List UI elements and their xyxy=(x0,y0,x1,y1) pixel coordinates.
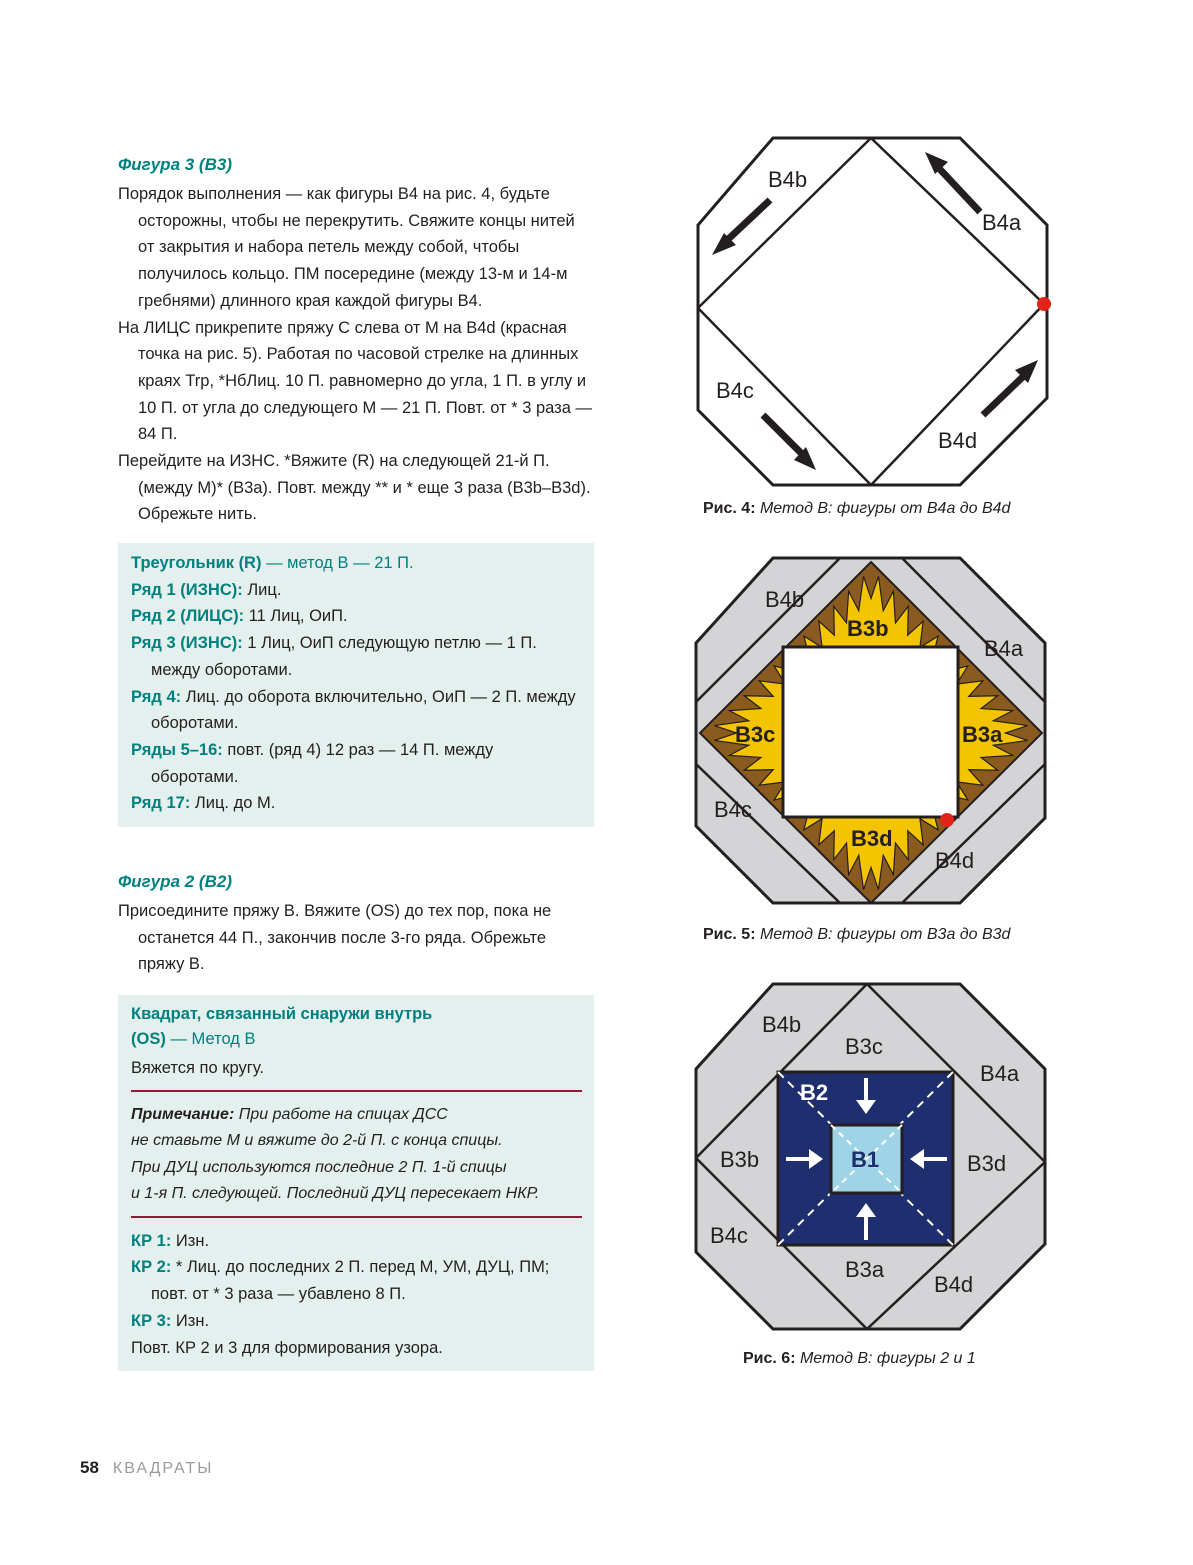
divider xyxy=(131,1090,582,1092)
label-b4d: B4d xyxy=(938,428,978,453)
round-3: КР 3: Изн. xyxy=(131,1311,210,1330)
label-b4b: B4b xyxy=(768,167,808,192)
rows-5-16: Ряды 5–16: повт. (ряд 4) 12 раз — 14 П. между оборотами. xyxy=(131,740,494,786)
row-17: Ряд 17: Лиц. до М. xyxy=(131,794,276,813)
label-b4b: B4b xyxy=(765,587,805,612)
paragraph: Перейдите на ИЗНС. *Вяжите (R) на следующей 21-й П. (между М)* (B3a). Повт. между ** и * еще 3 раза (B3b–B3d). Обрежьте нить. xyxy=(118,452,591,524)
label-b3d: B3d xyxy=(967,1151,1007,1176)
round-2: КР 2: * Лиц. до последних 2 П. перед М, УМ, ДУЦ, ПМ; повт. от * 3 раза — убавлено 8 П. xyxy=(131,1258,550,1304)
row-3: Ряд 3 (ИЗНС): 1 Лиц, ОиП следующую петлю — 1 П. между оборотами. xyxy=(131,634,537,679)
label-b4b: B4b xyxy=(762,1012,802,1037)
note: Примечание: При работе на спицах ДСС не ставьте М и вяжите до 2-й П. с конца спицы. При ДУЦ используются последние 2 П. 1-й спицы и 1-я П. следующей. Последний ДУЦ пересекает НКР. xyxy=(131,1105,540,1203)
row-2: Ряд 2 (ЛИЦС): 11 Лиц, ОиП. xyxy=(131,607,348,626)
label-b3c: B3c xyxy=(845,1034,883,1059)
label-b3b: B3b xyxy=(720,1147,760,1172)
red-dot xyxy=(1037,297,1051,311)
label-b4a: B4a xyxy=(982,210,1022,235)
section-figure2 xyxy=(118,872,594,978)
page-number: 58 xyxy=(80,1458,99,1477)
figure-5-caption: Рис. 5: Метод В: фигуры от B3a до B3d xyxy=(703,926,1011,943)
label-b3a: B3a xyxy=(962,722,1003,747)
triangle-instructions-box xyxy=(118,543,594,827)
label-b1: B1 xyxy=(851,1147,880,1172)
figure-4-diagram xyxy=(690,130,1060,490)
box-intro: Вяжется по кругу. xyxy=(131,1059,264,1077)
repeat-note: Повт. КР 2 и 3 для формирования узора. xyxy=(131,1338,443,1357)
red-dot xyxy=(940,813,954,827)
label-b4d: B4d xyxy=(934,1272,974,1297)
page-footer xyxy=(80,1458,213,1478)
label-b4a: B4a xyxy=(984,636,1024,661)
label-b3b: B3b xyxy=(847,616,889,641)
row-1: Ряд 1 (ИЗНС): Лиц. xyxy=(131,580,282,599)
section-name: КВАДРАТЫ xyxy=(112,1460,214,1477)
figure-6-diagram xyxy=(690,978,1060,1338)
label-b4a: B4a xyxy=(980,1061,1020,1086)
paragraph: Порядок выполнения — как фигуры B4 на рис. 4, будьте осторожны, чтобы не перекрутить. Свяжите концы нитей от закрытия и набора петель между собой, чтобы получилось кольцо. ПМ посередине (между 13-м и 14-м гребнями) длинного края каждой фигуры B4. xyxy=(118,185,575,310)
figure-4-caption: Рис. 4: Метод В: фигуры от B4a до B4d xyxy=(703,500,1011,517)
divider xyxy=(131,1216,582,1218)
label-b3a: B3a xyxy=(845,1257,885,1282)
row-4: Ряд 4: Лиц. до оборота включительно, ОиП — 2 П. между оборотами. xyxy=(131,687,576,733)
box-title: Треугольник (R) — метод В — 21 П. xyxy=(131,554,414,572)
section-figure3 xyxy=(118,155,594,528)
label-b4d: B4d xyxy=(935,848,975,873)
figure-5-diagram xyxy=(690,552,1060,912)
box-title: Квадрат, связанный снаружи внутрь (OS) — Метод В xyxy=(131,1005,433,1048)
label-b4c: B4c xyxy=(710,1223,748,1248)
square-instructions-box xyxy=(118,995,594,1371)
section-title: Фигура 3 (B3) xyxy=(118,155,232,174)
label-b4c: B4c xyxy=(716,378,754,403)
label-b4c: B4c xyxy=(714,797,752,822)
round-1: КР 1: Изн. xyxy=(131,1231,210,1250)
label-b3c: B3c xyxy=(735,722,776,747)
label-b3d: B3d xyxy=(851,826,893,851)
label-b2: B2 xyxy=(800,1080,829,1105)
paragraph: На ЛИЦС прикрепите пряжу С слева от М на B4d (красная точка на рис. 5). Работая по часовой стрелке на длинных краях Trp, *НбЛиц. 10 П. равномерно до угла, 1 П. в углу и 10 П. от угла до следующего М — 21 П. Повт. от * 3 раза — 84 П. xyxy=(118,318,592,444)
paragraph: Присоедините пряжу В. Вяжите (OS) до тех пор, пока не останется 44 П., закончив после 3-го ряда. Обрежьте пряжу В. xyxy=(118,902,552,974)
figure-6-caption: Рис. 6: Метод В: фигуры 2 и 1 xyxy=(743,1350,976,1367)
section-title: Фигура 2 (B2) xyxy=(118,872,232,891)
